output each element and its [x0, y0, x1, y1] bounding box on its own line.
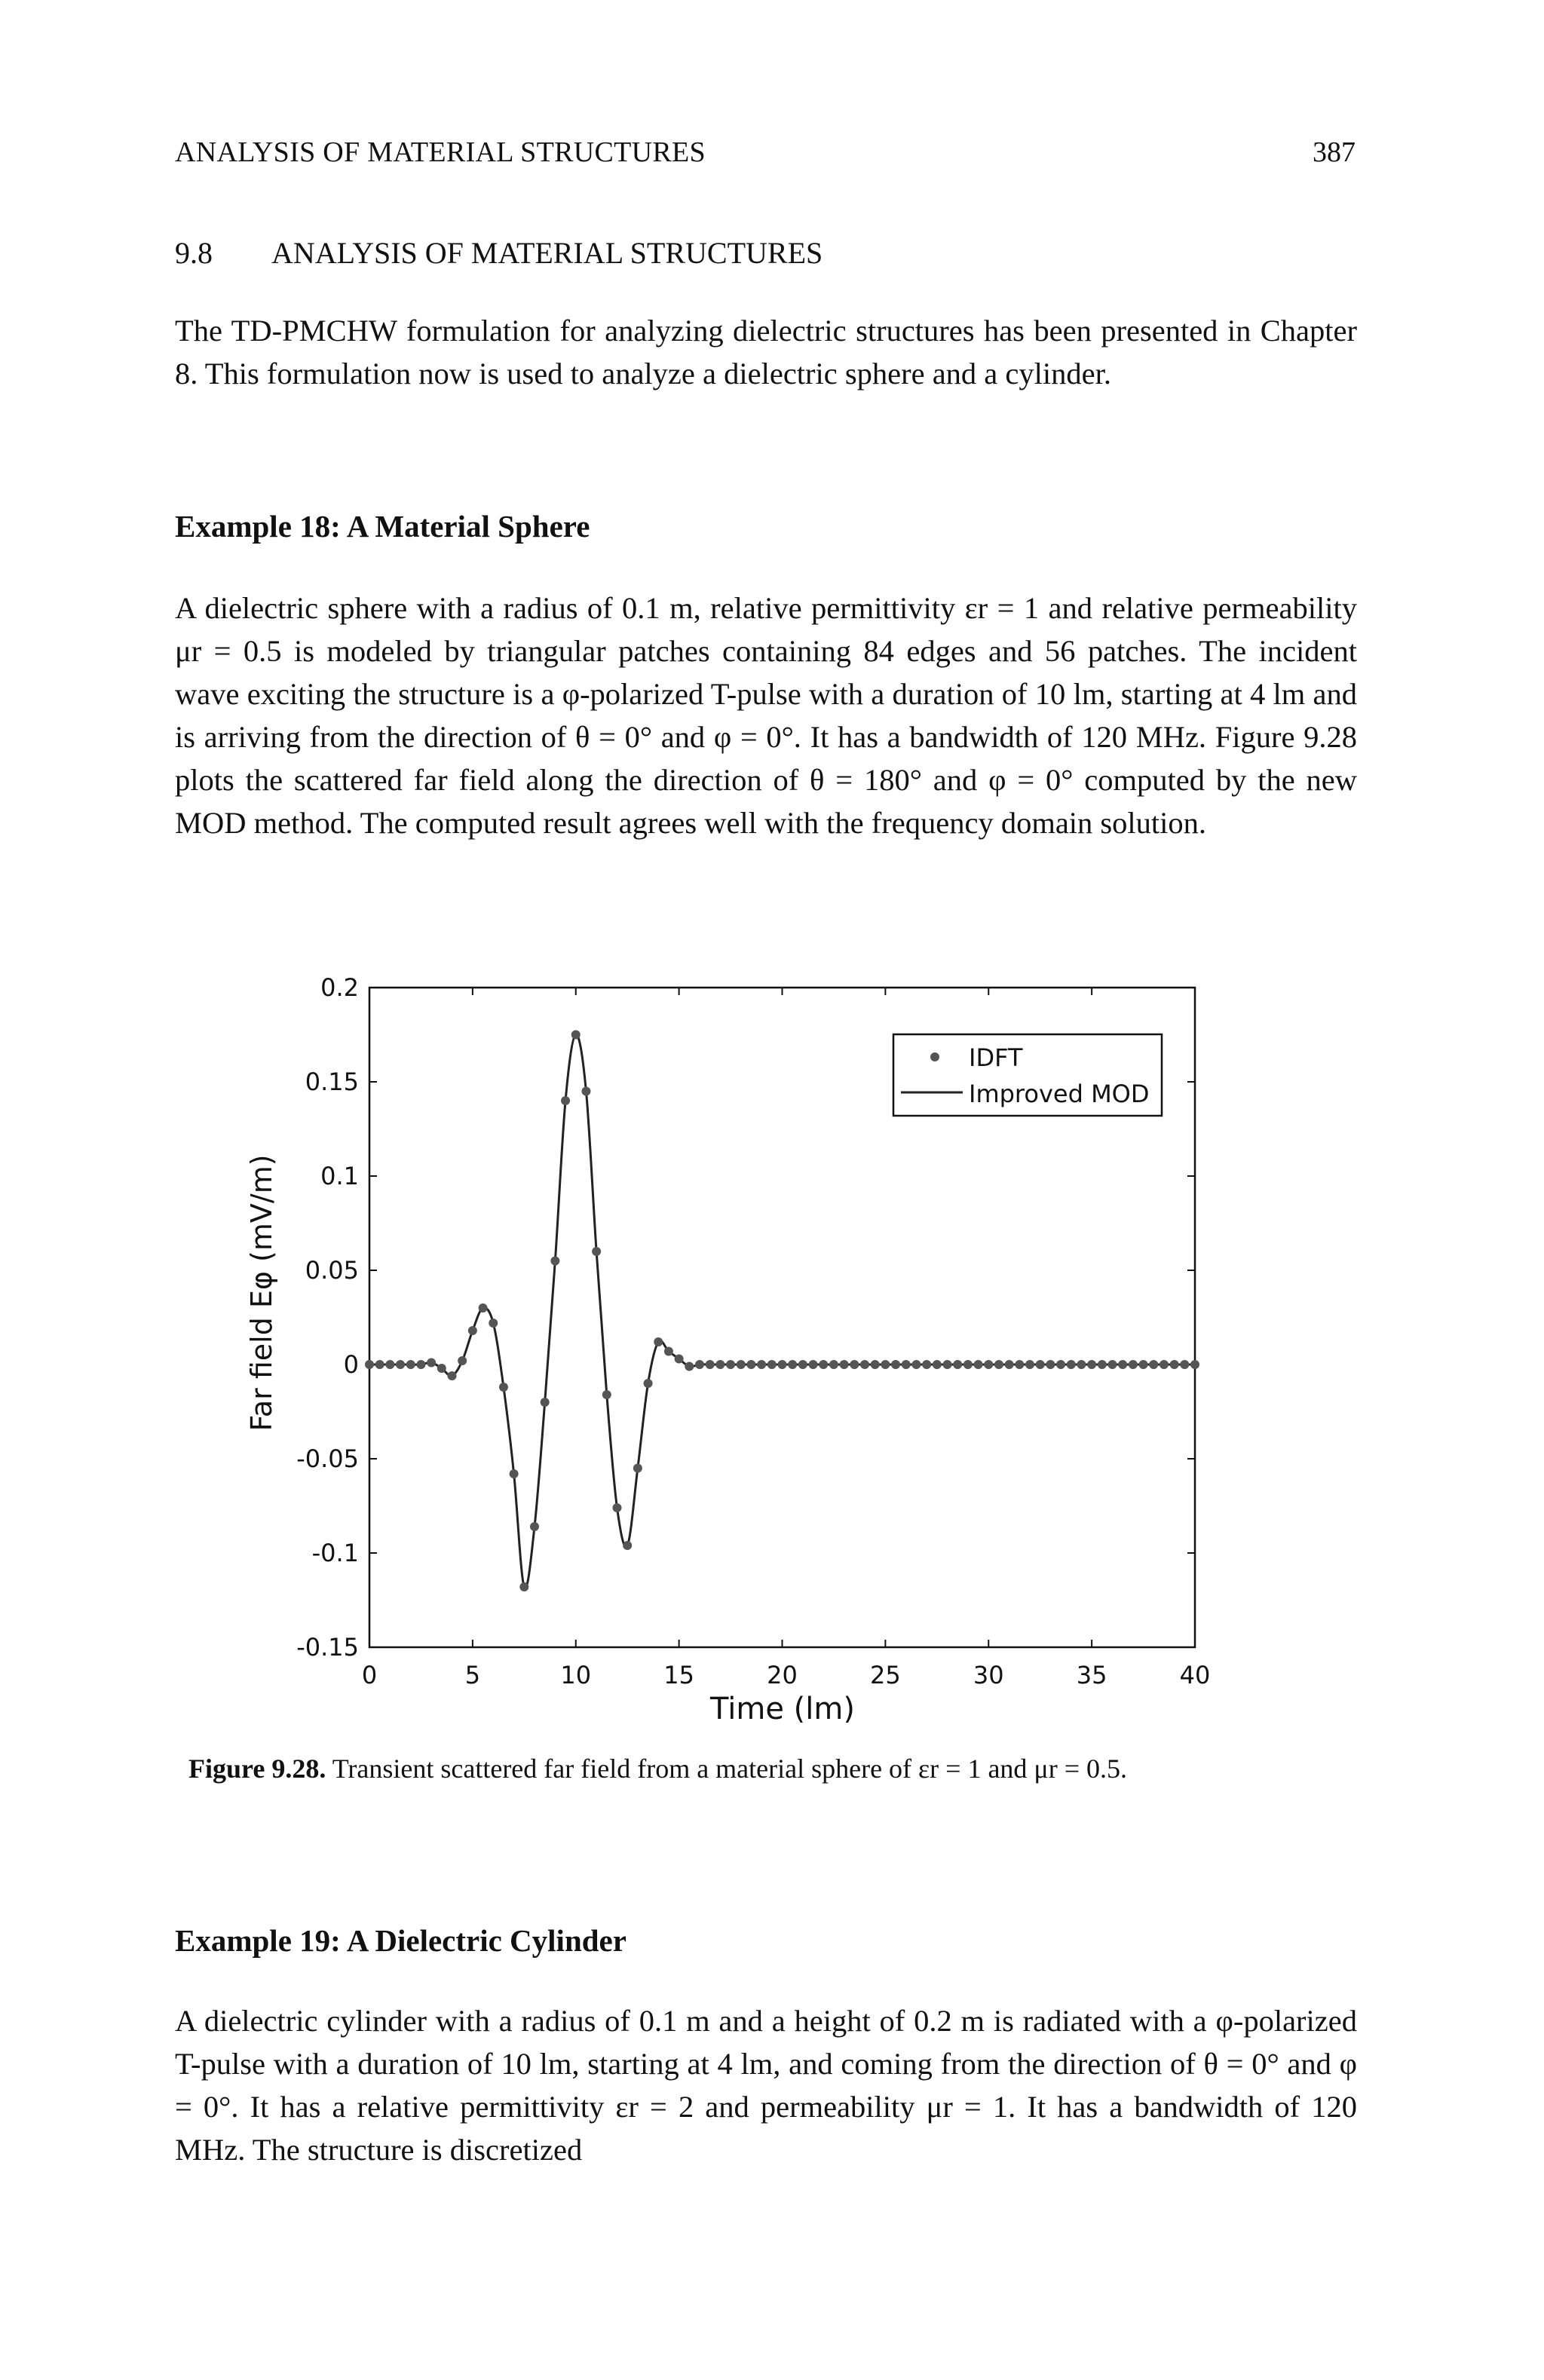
series-point-idft	[458, 1356, 467, 1365]
example-18-paragraph: A dielectric sphere with a radius of 0.1 m, relative permittivity εr = 1 and relative permeability μr = 0.5 is modeled by triangular patches containing 84 edges and 56 patches. The incident wave exciting the structure is a φ-polarized T-pulse with a duration of 10 lm, starting at 4 lm and is arriving from the direction of θ = 0° and φ = 0°. It has a bandwidth of 120 MHz. Figure 9.28 plots the scattered far field along the direction of θ = 180° and φ = 0° computed by the new MOD method. The computed result agrees well with the frequency domain solution.	[175, 591, 1357, 840]
series-point-idft	[778, 1360, 787, 1369]
x-tick-label: 15	[663, 1661, 694, 1689]
section-heading	[175, 235, 823, 271]
x-tick-label: 0	[361, 1661, 378, 1689]
series-point-idft	[633, 1464, 642, 1473]
x-axis-label: Time (lm)	[710, 1692, 855, 1723]
y-tick-label: 0	[343, 1350, 359, 1379]
series-point-idft	[819, 1360, 828, 1369]
y-tick-label: 0.05	[305, 1256, 359, 1285]
x-tick-label: 10	[560, 1661, 592, 1689]
series-point-idft	[953, 1360, 962, 1369]
series-point-idft	[706, 1360, 715, 1369]
series-point-idft	[1170, 1360, 1179, 1369]
figure-caption-text: Transient scattered far field from a material sphere of εr = 1 and μr = 0.5.	[332, 1754, 1128, 1784]
series-point-idft	[550, 1257, 559, 1266]
series-point-idft	[385, 1360, 394, 1369]
series-point-idft	[1005, 1360, 1014, 1369]
series-line-improved-mod	[369, 1034, 1195, 1588]
y-tick-label: 0.1	[320, 1162, 359, 1190]
series-point-idft	[1139, 1360, 1148, 1369]
x-tick-label: 30	[973, 1661, 1004, 1689]
series-point-idft	[871, 1360, 880, 1369]
series-point-idft	[850, 1360, 859, 1369]
far-field-chart	[226, 969, 1282, 1723]
series-point-idft	[1067, 1360, 1076, 1369]
series-point-idft	[963, 1360, 973, 1369]
series-point-idft	[902, 1360, 911, 1369]
series-point-idft	[396, 1360, 405, 1369]
legend-label-idft: IDFT	[969, 1043, 1023, 1072]
series-point-idft	[737, 1360, 746, 1369]
series-point-idft	[726, 1360, 735, 1369]
series-point-idft	[860, 1360, 869, 1369]
series-point-idft	[1180, 1360, 1189, 1369]
series-point-idft	[1160, 1360, 1169, 1369]
series-point-idft	[891, 1360, 900, 1369]
x-tick-label: 35	[1076, 1661, 1107, 1689]
series-point-idft	[406, 1360, 415, 1369]
y-tick-label: -0.05	[296, 1444, 359, 1473]
series-point-idft	[654, 1337, 663, 1346]
figure-label: Figure 9.28.	[188, 1754, 326, 1784]
plot-area	[296, 973, 1210, 1689]
page-number: 387	[1313, 136, 1356, 168]
series-point-idft	[1108, 1360, 1117, 1369]
section-title: ANALYSIS OF MATERIAL STRUCTURES	[271, 236, 823, 270]
series-point-idft	[1149, 1360, 1158, 1369]
series-point-idft	[746, 1360, 755, 1369]
series-point-idft	[881, 1360, 890, 1369]
series-point-idft	[613, 1503, 622, 1512]
series-point-idft	[715, 1360, 725, 1369]
series-point-idft	[911, 1360, 921, 1369]
series-point-idft	[510, 1469, 519, 1478]
series-point-idft	[437, 1364, 446, 1373]
y-tick-label: -0.1	[311, 1539, 359, 1567]
series-point-idft	[664, 1347, 673, 1356]
figure-caption	[188, 1753, 1365, 1784]
x-tick-label: 25	[870, 1661, 901, 1689]
series-point-idft	[809, 1360, 818, 1369]
intro-paragraph: The TD-PMCHW formulation for analyzing dielectric structures has been presented in Chapter 8. This formulation now is used to analyze a dielectric sphere and a cylinder.	[175, 314, 1357, 391]
series-point-idft	[933, 1360, 942, 1369]
series-point-idft	[571, 1031, 581, 1040]
series-point-idft	[788, 1360, 797, 1369]
example-19-heading: Example 19: A Dielectric Cylinder	[175, 1923, 626, 1958]
series-point-idft	[994, 1360, 1003, 1369]
series-point-idft	[695, 1360, 704, 1369]
series-point-idft	[757, 1360, 766, 1369]
y-tick-label: -0.15	[296, 1633, 359, 1662]
series-point-idft	[974, 1360, 983, 1369]
series-point-idft	[798, 1360, 807, 1369]
section-number: 9.8	[175, 236, 213, 270]
y-tick-label: 0.2	[320, 973, 359, 1002]
legend-marker-idft	[930, 1052, 939, 1061]
x-tick-label: 5	[464, 1661, 481, 1689]
series-point-idft	[561, 1096, 570, 1105]
series-point-idft	[448, 1371, 457, 1380]
example-18-heading: Example 18: A Material Sphere	[175, 509, 590, 544]
series-point-idft	[922, 1360, 931, 1369]
series-point-idft	[479, 1303, 488, 1313]
series-point-idft	[1129, 1360, 1138, 1369]
y-tick-label: 0.15	[305, 1067, 359, 1096]
series-point-idft	[1077, 1360, 1086, 1369]
series-point-idft	[468, 1326, 477, 1335]
series-point-idft	[1087, 1360, 1096, 1369]
series-point-idft	[427, 1358, 436, 1368]
series-point-idft	[644, 1379, 653, 1388]
series-point-idft	[675, 1355, 684, 1364]
series-point-idft	[416, 1360, 425, 1369]
series-point-idft	[685, 1362, 694, 1371]
series-point-idft	[1098, 1360, 1107, 1369]
legend-label-improved-mod: Improved MOD	[969, 1080, 1150, 1108]
series-point-idft	[365, 1360, 374, 1369]
series-point-idft	[1036, 1360, 1045, 1369]
running-head: ANALYSIS OF MATERIAL STRUCTURES	[175, 136, 706, 168]
example-19-paragraph: A dielectric cylinder with a radius of 0.1 m and a height of 0.2 m is radiated with a φ-polarized T-pulse with a duration of 10 lm, starting at 4 lm, and coming from the direction of θ = 0° and φ = 0°. It has a relative permittivity εr = 2 and permeability μr = 1. It has a bandwidth of 120 MHz. The structure is discretized	[175, 2004, 1357, 2167]
series-point-idft	[541, 1398, 550, 1407]
series-point-idft	[1118, 1360, 1127, 1369]
series-point-idft	[489, 1319, 498, 1328]
x-tick-label: 40	[1179, 1661, 1211, 1689]
series-point-idft	[592, 1247, 601, 1256]
series-point-idft	[767, 1360, 777, 1369]
series-point-idft	[984, 1360, 993, 1369]
series-point-idft	[519, 1582, 528, 1591]
series-point-idft	[943, 1360, 952, 1369]
series-point-idft	[1025, 1360, 1034, 1369]
series-point-idft	[530, 1522, 539, 1531]
y-axis-label: Far field Eφ (mV/m)	[245, 1154, 278, 1432]
series-point-idft	[581, 1087, 590, 1096]
series-point-idft	[840, 1360, 849, 1369]
series-point-idft	[1046, 1360, 1055, 1369]
series-point-idft	[1190, 1360, 1199, 1369]
series-point-idft	[499, 1383, 508, 1392]
series-point-idft	[375, 1360, 384, 1369]
series-point-idft	[623, 1541, 632, 1550]
series-point-idft	[1015, 1360, 1024, 1369]
x-tick-label: 20	[767, 1661, 798, 1689]
series-point-idft	[829, 1360, 838, 1369]
series-point-idft	[1056, 1360, 1065, 1369]
series-point-idft	[602, 1390, 611, 1399]
